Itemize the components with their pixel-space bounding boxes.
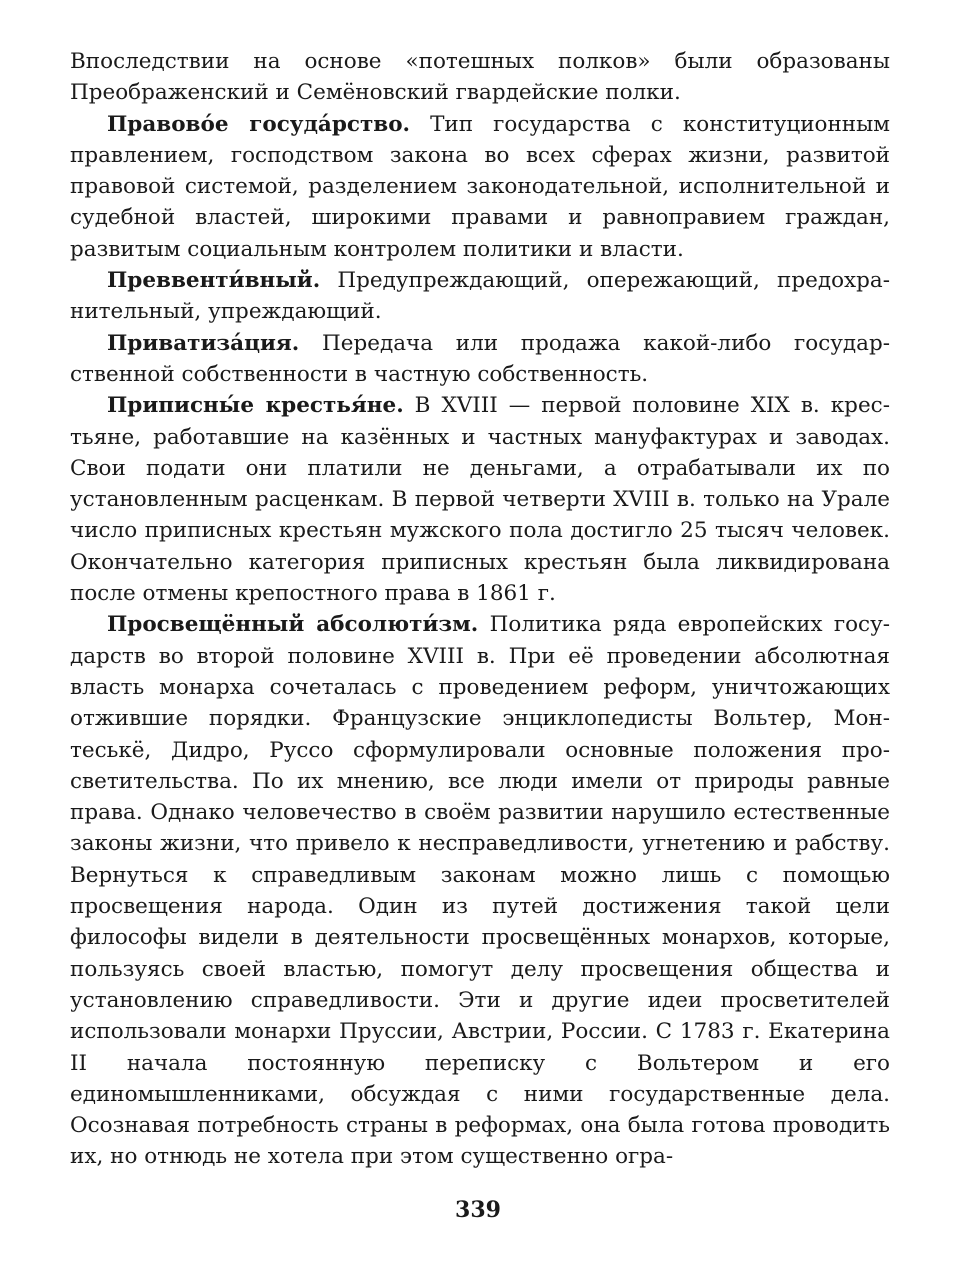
entry-term: Правово́е госуда́рство.	[107, 111, 411, 137]
entry-term: Просвещённый абсолюти́зм.	[107, 612, 479, 638]
entry-definition: Тип государства с конституционным правлением, господством закона во всех сферах жизни, развитой правовой системой, разделением законодательной, исполнительной и судебной властей, широкими правами и равноправием граждан, развитым социальным контролем политики и власти.	[70, 111, 890, 262]
glossary-entry-pripisnye-krestyane	[70, 390, 890, 609]
glossary-entry-prosveshchennyi-absolyutizm	[70, 609, 890, 1172]
entry-definition: Передача или продажа какой-либо государственной собственности в частную собственность.	[70, 330, 890, 387]
entry-term: Приписны́е крестья́не.	[107, 393, 404, 419]
continuation-paragraph	[70, 46, 890, 109]
glossary-entry-pravovoe-gosudarstvo	[70, 109, 890, 265]
entry-definition: В XVIII — первой половине XIX в. крестьяне, работавшие на казённых и частных мануфактурах и заводах. Свои подати они платили не деньгами, а отрабатывали их по установленным расценкам. В первой четверти XVIII в. только на Урале число приписных крестьян мужского пола достигло 25 тысяч человек. Окончательно категория приписных крестьян была ликвидирована после отмены крепостного права в 1861 г.	[70, 393, 890, 607]
glossary-entry-preventivnyi	[70, 265, 890, 328]
paragraph-text: Впоследствии на основе «потешных полков» были образованы Преображенский и Семёновский гвардейские полки.	[70, 49, 890, 106]
entry-term: Приватиза́ция.	[107, 330, 300, 356]
entry-term: Преввенти́вный.	[107, 268, 321, 294]
page-number: 339	[455, 1197, 501, 1223]
entry-definition: Политика ряда европейских государств во второй половине XVIII в. При её проведении абсолютная власть монарха сочеталась с проведением реформ, уничтожающих отжившие порядки. Французские энциклопедисты Вольтер, Монтеськё, Дидро, Руссо сформулировали основные положения просветительства. По их мнению, все люди имели от природы равные права. Однако человечество в своём развитии нарушило естественные законы жизни, что привело к несправедливости, угнетению и рабству. Вернуться к справедливым законам можно лишь с помощью просвещения народа. Один из путей достижения такой цели философы видели в деятельности просвещённых монархов, которые, пользуясь своей властью, помогут делу просвещения общества и установлению справедливости. Эти и другие идеи просветителей использовали монархи Пруссии, Австрии, России. С 1783 г. Екатерина II начала постоянную переписку с Вольтером и его единомышленниками, обсуждая с ними государственные дела. Осознавая потребность страны в реформах, она была готова проводить их, но отнюдь не хотела при этом существенно огра-	[70, 612, 890, 1170]
glossary-entry-privatizatsiya	[70, 328, 890, 391]
entry-definition: Предупреждающий, опережающий, предохранительный, упреждающий.	[70, 268, 890, 325]
